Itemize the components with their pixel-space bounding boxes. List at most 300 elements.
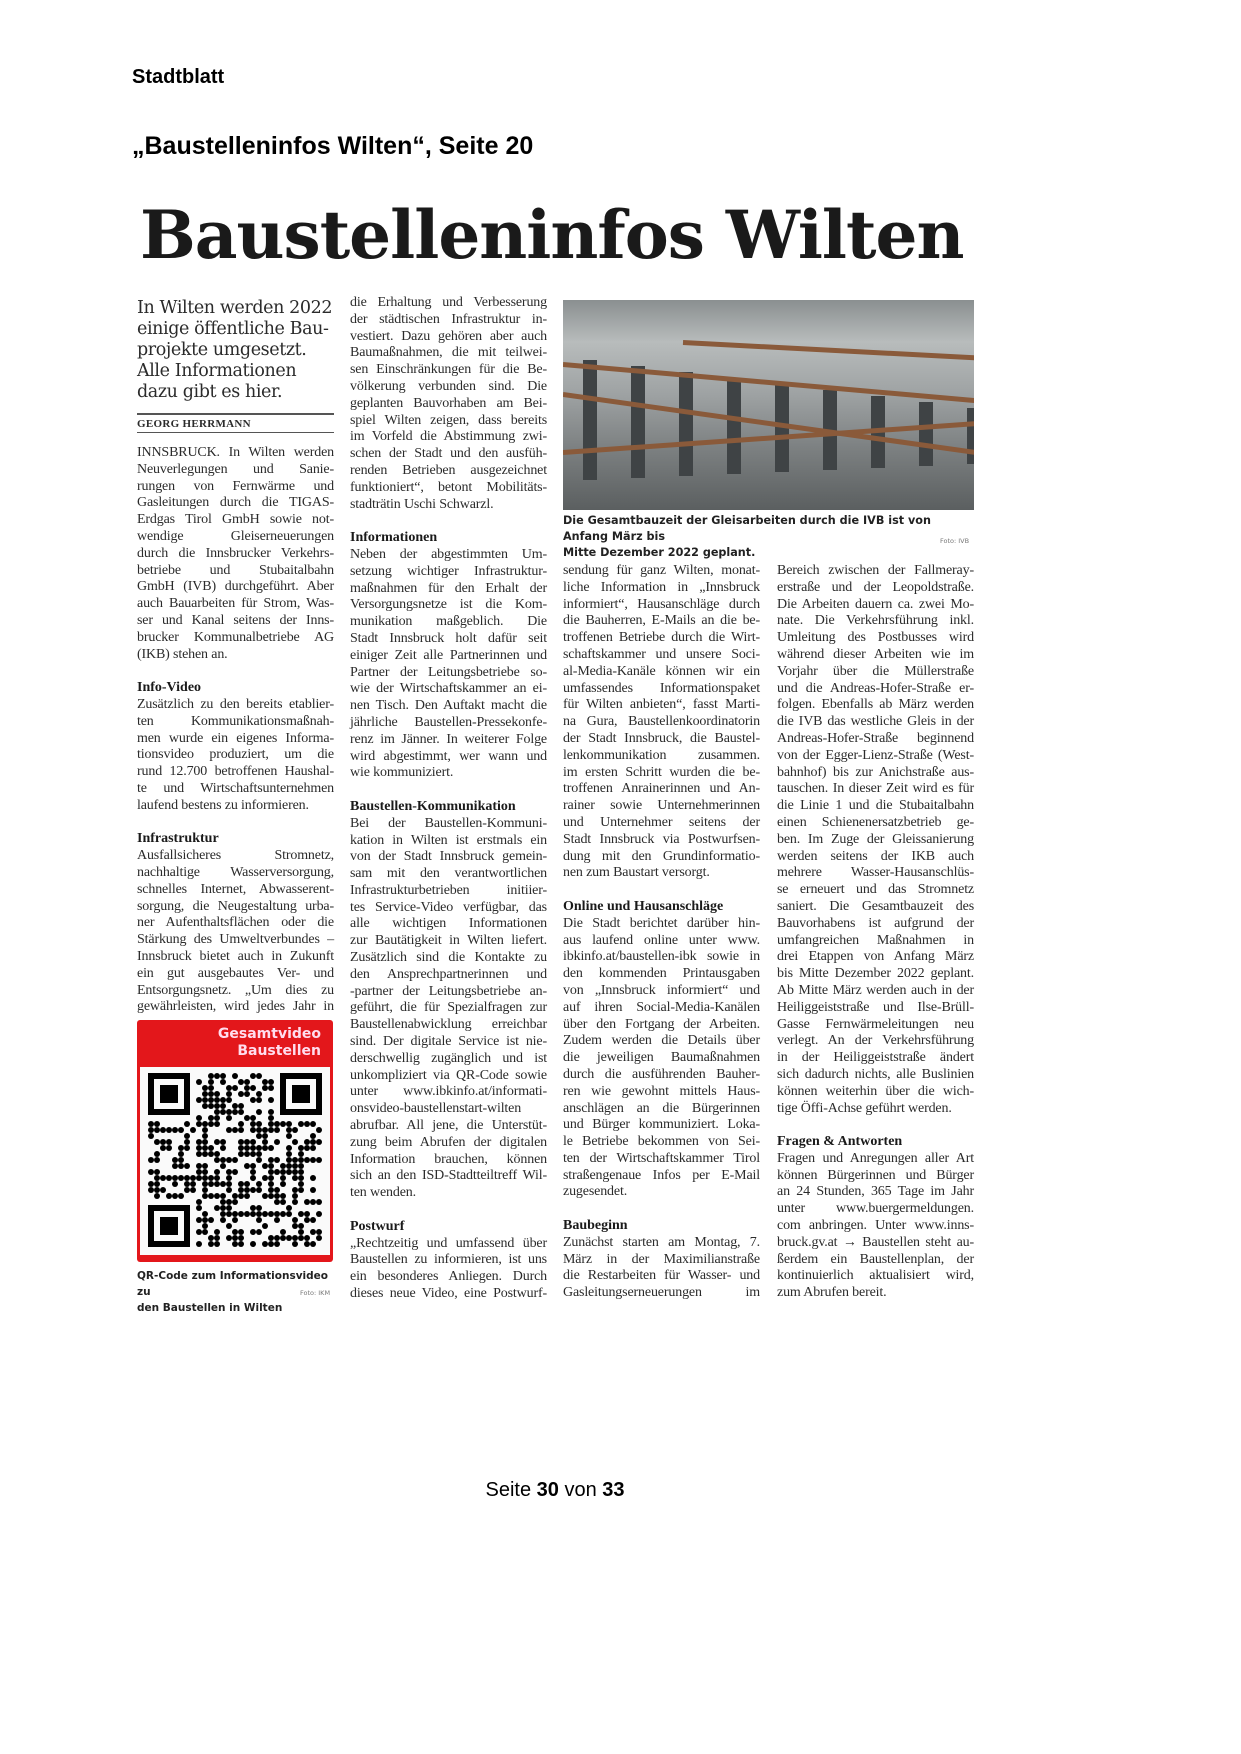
text-line: tige Öffi-Achse geführt werden.: [777, 1100, 952, 1116]
qr-module: [208, 1079, 214, 1085]
qr-module: [148, 1181, 154, 1187]
text-line: ser und Kanal seitens der Inns-: [137, 612, 334, 628]
photo-credit: Foto: IVB: [940, 537, 970, 545]
qr-module: [148, 1187, 154, 1193]
text-line: kontinuierlich aktualisiert wird,: [777, 1268, 974, 1284]
qr-module: [184, 1163, 190, 1169]
qr-module: [274, 1193, 280, 1199]
qr-module: [208, 1121, 214, 1127]
text-line: Innsbruck bietet auch in Zukunft: [137, 948, 334, 964]
qr-module: [172, 1163, 178, 1169]
qr-module: [256, 1091, 262, 1097]
text-line: die jeweiligen Baumaßnahmen: [563, 1050, 760, 1066]
text-line: schnelles Internet, Abwasserent-: [137, 881, 334, 897]
qr-module: [268, 1169, 274, 1175]
qr-module: [298, 1211, 304, 1217]
qr-module: [286, 1133, 292, 1139]
text-line: laufend bestens zu informieren.: [137, 797, 309, 813]
qr-module: [292, 1199, 298, 1205]
qr-module: [166, 1139, 172, 1145]
qr-code-icon[interactable]: [148, 1073, 322, 1247]
text-line: saniert. Die Gesamtbauzeit des: [777, 898, 974, 914]
text-line: Gasse Fernwärmeleitungen neu: [777, 1016, 974, 1032]
qr-module: [268, 1241, 274, 1247]
qr-module: [178, 1163, 184, 1169]
article-column-1: [137, 298, 334, 1016]
qr-module: [274, 1235, 280, 1241]
qr-module: [292, 1217, 298, 1223]
qr-module: [298, 1163, 304, 1169]
qr-module: [166, 1145, 172, 1151]
text-line: umfassendes Informationspaket: [563, 680, 760, 696]
qr-module: [154, 1157, 160, 1163]
text-line: Infrastrukturbetrieben initiier-: [350, 882, 547, 898]
qr-module: [250, 1229, 256, 1235]
qr-module: [226, 1205, 232, 1211]
qr-module: [286, 1151, 292, 1157]
qr-module: [256, 1145, 262, 1151]
text-line: Versorgungsnetze ist die Kom-: [350, 597, 547, 613]
text-line: ten Kommunikationsmaßnah-: [137, 713, 334, 729]
text-line: durch die Innsbrucker Verkehrs-: [137, 545, 334, 561]
qr-module: [202, 1145, 208, 1151]
column-body: [563, 563, 760, 1302]
qr-module: [154, 1181, 160, 1187]
text-line: alle wichtigen Informationen: [350, 916, 547, 932]
qr-module: [160, 1217, 178, 1235]
text-line: sen Einschränkungen für die Be-: [350, 362, 547, 378]
qr-module: [202, 1091, 208, 1097]
qr-module: [244, 1181, 250, 1187]
qr-module: [226, 1187, 232, 1193]
qr-module: [202, 1169, 208, 1175]
publication-name: Stadtblatt: [132, 66, 225, 88]
qr-module: [196, 1151, 202, 1157]
qr-module: [148, 1133, 154, 1139]
current-page: 30: [536, 1479, 559, 1501]
text-line: tauschen. In dieser Zeit wird es für: [777, 781, 974, 797]
intro-line: Alle Informationen: [137, 361, 297, 381]
qr-module: [220, 1163, 226, 1169]
text-line: Baustellenabwicklung erreichbar: [350, 1017, 547, 1033]
text-line: Neben der abgestimmten Um-: [350, 546, 547, 562]
text-line: te und Wirtschaftsunternehmen: [137, 780, 334, 796]
qr-module: [268, 1211, 274, 1217]
text-line: INNSBRUCK. In Wilten werden: [137, 445, 334, 460]
text-line: stadträtin Uschi Schwarzl.: [350, 496, 494, 512]
qr-module: [262, 1127, 268, 1133]
text-line: und die Andreas-Hofer-Straße er-: [777, 680, 974, 696]
text-line: men wurde ein eigenes Informa-: [137, 730, 334, 746]
text-line: zum Abrufen bereit.: [777, 1285, 887, 1301]
qr-module: [268, 1097, 274, 1103]
qr-module: [238, 1151, 244, 1157]
text-line: Gasleitungserneuerungen im: [563, 1285, 760, 1301]
text-line: Zunächst starten am Montag, 7.: [563, 1234, 760, 1250]
qr-module: [232, 1193, 238, 1199]
qr-module: [184, 1145, 190, 1151]
text-line: Gasleitungen durch die TIGAS-: [137, 495, 334, 511]
qr-module: [256, 1229, 262, 1235]
text-line: geführt, die für Spezialfragen zur: [350, 1000, 547, 1016]
text-line: sich an den ISD-Stadtteiltreff Wil-: [350, 1168, 547, 1184]
text-line: wird abgestimmt, wer wann und: [350, 748, 547, 764]
qr-module: [226, 1085, 232, 1091]
qr-module: [292, 1187, 298, 1193]
qr-module: [274, 1169, 280, 1175]
column-body: [350, 295, 547, 1303]
text-line: Bereich zwischen der Fallmeray-: [777, 563, 974, 578]
qr-module: [202, 1217, 208, 1223]
qr-module: [154, 1121, 160, 1127]
text-line: erstraße und der Leopoldstraße.: [777, 579, 974, 595]
qr-module: [244, 1211, 250, 1217]
qr-module: [244, 1187, 250, 1193]
qr-module: [262, 1175, 268, 1181]
qr-module: [160, 1139, 166, 1145]
text-line: geplanten Bauvorhaben am Bei-: [350, 395, 547, 411]
text-line: funktioniert“, betont Mobilitäts-: [350, 479, 547, 495]
rail-tie: [967, 408, 974, 464]
qr-module: [232, 1199, 238, 1205]
qr-module: [226, 1235, 232, 1241]
qr-module: [220, 1073, 226, 1079]
qr-module: [196, 1115, 202, 1121]
page-of-label: von: [558, 1479, 603, 1501]
qr-module: [250, 1085, 256, 1091]
qr-module: [208, 1103, 214, 1109]
column-body: [137, 445, 334, 1016]
qr-module: [238, 1127, 244, 1133]
qr-module: [148, 1127, 154, 1133]
qr-module: [250, 1073, 256, 1079]
text-line: jährliche Baustellen-Pressekonfe-: [350, 714, 547, 730]
rail-tie: [919, 402, 933, 466]
qr-module: [226, 1109, 232, 1115]
text-line: der Stadt Innsbruck, die Baustel-: [563, 730, 760, 746]
text-line: Entsorgungsnetz. „Um dies zu: [137, 982, 334, 998]
section-heading: Info-Video: [137, 680, 202, 696]
qr-module: [304, 1241, 310, 1247]
qr-credit: Foto: IKM: [300, 1289, 331, 1297]
qr-module: [292, 1235, 298, 1241]
qr-module: [196, 1079, 202, 1085]
qr-module: [268, 1235, 274, 1241]
qr-module: [226, 1223, 232, 1229]
text-line: setzung wichtiger Infrastruktur-: [350, 563, 547, 579]
qr-module: [232, 1217, 238, 1223]
qr-module: [214, 1103, 220, 1109]
text-line: an 24 Stunden, 365 Tage im Jahr: [777, 1184, 974, 1200]
qr-module: [268, 1157, 274, 1163]
qr-module: [232, 1229, 238, 1235]
qr-module: [214, 1157, 220, 1163]
text-line: völkerung verbunden sind. Die: [350, 378, 547, 394]
text-line: bruck.gv.at → Baustellen steht au-: [777, 1234, 974, 1250]
qr-module: [214, 1139, 220, 1145]
text-line: zugesendet.: [563, 1184, 628, 1200]
text-line: März in der Maximilianstraße: [563, 1251, 760, 1267]
rail-tie: [583, 360, 597, 480]
qr-module: [250, 1241, 256, 1247]
text-line: den kommenden Printausgaben: [563, 966, 760, 982]
qr-module: [196, 1217, 202, 1223]
qr-module: [250, 1121, 256, 1127]
qr-module: [304, 1217, 310, 1223]
qr-module: [184, 1121, 190, 1127]
section-heading: Fragen & Antworten: [777, 1134, 903, 1150]
text-line: Stadt Innsbruck via Postwurfsen-: [563, 831, 760, 847]
qr-module: [256, 1151, 262, 1157]
qr-module: [202, 1229, 208, 1235]
text-line: „Rechtzeitig und umfassend über: [350, 1235, 547, 1251]
text-line: sendung für ganz Wilten, monat-: [563, 563, 760, 578]
qr-module: [268, 1127, 274, 1133]
text-line: onsvideo-baustellenstart-wilten: [350, 1101, 522, 1117]
rail-tie: [679, 372, 693, 476]
text-line: Umleitung des Postbusses wird: [777, 630, 974, 646]
qr-module: [208, 1085, 214, 1091]
qr-module: [208, 1151, 214, 1157]
qr-module: [256, 1187, 262, 1193]
qr-module: [298, 1121, 304, 1127]
text-line: folgen. Ebenfalls ab März werden: [777, 697, 974, 713]
text-line: na Gura, Baustellenkoordinatorin: [563, 714, 760, 730]
qr-module: [196, 1175, 202, 1181]
text-line: informiert“, Hausanschläge durch: [563, 596, 760, 612]
text-line: einiger Zeit alle Partnerinnen und: [350, 647, 547, 663]
qr-module: [238, 1187, 244, 1193]
qr-module: [148, 1169, 154, 1175]
qr-module: [262, 1163, 268, 1169]
text-line: umfangreichen Maßnahmen in: [777, 932, 974, 948]
qr-module: [184, 1181, 190, 1187]
qr-module: [244, 1091, 250, 1097]
qr-module: [178, 1157, 184, 1163]
section-heading: Baubeginn: [563, 1218, 628, 1234]
text-line: im Vorfeld die Abstimmung zwi-: [350, 429, 547, 445]
qr-module: [250, 1151, 256, 1157]
qr-module: [208, 1193, 214, 1199]
qr-module: [262, 1223, 268, 1229]
section-heading: Infrastruktur: [137, 831, 219, 847]
qr-module: [244, 1145, 250, 1151]
section-gap: [350, 1202, 547, 1219]
text-line: spiel Wilten zeigen, dass bereits: [350, 412, 547, 428]
qr-module: [196, 1163, 202, 1169]
text-line: brucker Kommunalbetriebe AG: [137, 629, 334, 645]
qr-module: [250, 1097, 256, 1103]
qr-module: [250, 1115, 256, 1121]
text-line: ein besonderes Anliegen. Durch: [350, 1269, 547, 1285]
text-line: den Ansprechpartnerinnen und: [350, 966, 547, 982]
qr-module: [160, 1175, 166, 1181]
qr-module: [310, 1217, 316, 1223]
section-gap: [563, 1201, 760, 1218]
qr-module: [208, 1145, 214, 1151]
total-pages: 33: [602, 1479, 625, 1501]
text-line: Ausfallsicheres Stromnetz,: [137, 848, 334, 864]
text-line: nate. Die Verkehrsführung inkl.: [777, 613, 974, 629]
section-gap: [137, 663, 334, 680]
text-line: bahnhof) bis zur Anichstraße aus-: [777, 764, 974, 780]
qr-module: [280, 1163, 286, 1169]
qr-module: [166, 1175, 172, 1181]
qr-module: [154, 1193, 160, 1199]
qr-module: [298, 1175, 304, 1181]
qr-module: [232, 1157, 238, 1163]
page-number: [0, 1479, 1110, 1502]
qr-module: [214, 1241, 220, 1247]
qr-module: [310, 1187, 316, 1193]
qr-module: [292, 1175, 298, 1181]
article-intro: [137, 298, 334, 403]
text-line: einen Schienenersatzbetrieb ge-: [777, 814, 974, 830]
qr-module: [220, 1079, 226, 1085]
qr-module: [310, 1133, 316, 1139]
text-line: troffenen Anrainerinnen und An-: [563, 781, 760, 797]
qr-module: [262, 1085, 268, 1091]
text-line: Neuverlegungen und Sanie-: [137, 461, 334, 477]
text-line: während dieser Arbeiten wie im: [777, 646, 974, 662]
qr-module: [166, 1193, 172, 1199]
text-line: werden seitens der IKB auch: [777, 848, 974, 864]
qr-module: [250, 1211, 256, 1217]
text-line: straßengenaue Infos per E-Mail: [563, 1167, 760, 1183]
qr-module: [286, 1211, 292, 1217]
qr-module: [208, 1175, 214, 1181]
qr-module: [310, 1199, 316, 1205]
qr-module: [280, 1199, 286, 1205]
qr-module: [256, 1181, 262, 1187]
text-line: Partner der Leitungsbetriebe so-: [350, 664, 547, 680]
qr-module: [244, 1079, 250, 1085]
qr-module: [238, 1139, 244, 1145]
qr-module: [196, 1145, 202, 1151]
qr-module: [286, 1169, 292, 1175]
column-body: [777, 563, 974, 1302]
text-line: tionsvideo produziert, um die: [137, 747, 334, 763]
qr-module: [298, 1157, 304, 1163]
text-line: der städtischen Infrastruktur in-: [350, 311, 547, 327]
qr-module: [286, 1121, 292, 1127]
qr-module: [208, 1241, 214, 1247]
qr-module: [280, 1181, 286, 1187]
qr-module: [316, 1211, 322, 1217]
text-line: betriebe und Stubaitalbahn: [137, 562, 334, 578]
qr-module: [292, 1163, 298, 1169]
qr-module: [220, 1193, 226, 1199]
text-line: rund 12.700 betroffenen Haushal-: [137, 764, 334, 780]
qr-module: [250, 1169, 256, 1175]
text-line: GmbH (IVB) durchgeführt. Aber: [137, 579, 334, 595]
text-line: ren wie gewohnt mittels Haus-: [563, 1083, 760, 1099]
text-line: (IKB) stehen an.: [137, 646, 228, 662]
qr-module: [262, 1139, 268, 1145]
article-title: Baustelleninfos Wilten: [140, 196, 964, 274]
text-line: von der Egger-Lienz-Straße (West-: [777, 747, 974, 763]
qr-module: [262, 1211, 268, 1217]
qr-module: [226, 1091, 232, 1097]
article-column-3: [563, 563, 760, 1302]
text-line: die Restarbeiten für Wasser- und: [563, 1268, 760, 1284]
qr-module: [184, 1133, 190, 1139]
text-line: schen der Stadt und den ausfüh-: [350, 446, 547, 462]
qr-module: [274, 1211, 280, 1217]
text-line: nen zum Baustart versorgt.: [563, 865, 710, 881]
qr-module: [202, 1127, 208, 1133]
qr-module: [304, 1235, 310, 1241]
text-line: die Erhaltung und Verbesserung: [350, 295, 547, 310]
text-line: le Betriebe bekommen von Sei-: [563, 1134, 760, 1150]
qr-module: [208, 1091, 214, 1097]
text-line: und Bürger kommuniziert. Loka-: [563, 1117, 760, 1133]
text-line: Vorjahr über die Müllerstraße: [777, 663, 974, 679]
text-line: sam mit den verantwortlichen: [350, 866, 547, 882]
text-line: al-Media-Kanäle können wir ein: [563, 663, 760, 679]
qr-module: [238, 1103, 244, 1109]
qr-module: [238, 1229, 244, 1235]
qr-module: [196, 1139, 202, 1145]
qr-module: [220, 1205, 226, 1211]
text-line: gewährleisten, wird jedes Jahr in: [137, 999, 334, 1015]
qr-module: [274, 1217, 280, 1223]
qr-module: [298, 1169, 304, 1175]
qr-module: [226, 1169, 232, 1175]
qr-module: [202, 1097, 208, 1103]
qr-module: [226, 1157, 232, 1163]
text-line: für Wilten anbieten“, fasst Marti-: [563, 697, 760, 713]
qr-module: [208, 1181, 214, 1187]
qr-module: [214, 1175, 220, 1181]
qr-module: [214, 1151, 220, 1157]
text-line: Zusätzlich zu den bereits etablier-: [137, 696, 334, 712]
rail: [683, 340, 974, 361]
section-gap: [350, 513, 547, 530]
qr-module: [268, 1163, 274, 1169]
qr-module: [202, 1187, 208, 1193]
qr-module: [160, 1145, 166, 1151]
qr-module: [268, 1085, 274, 1091]
qr-module: [274, 1157, 280, 1163]
qr-module: [298, 1229, 304, 1235]
section-gap: [777, 1117, 974, 1134]
qr-module: [184, 1187, 190, 1193]
qr-module: [250, 1187, 256, 1193]
text-line: wendige Gleiserneuerungen: [137, 528, 334, 544]
text-line: die Bauherren, E-Mails an die be-: [563, 613, 760, 629]
rail: [563, 362, 974, 405]
qr-module: [220, 1217, 226, 1223]
qr-module: [268, 1121, 274, 1127]
intro-line: In Wilten werden 2022: [137, 298, 333, 318]
qr-module: [268, 1115, 274, 1121]
text-line: mehrere Wasser-Hausanschlüs-: [777, 865, 974, 881]
qr-module: [262, 1145, 268, 1151]
text-line: kation in Wilten ist erstmals ein: [350, 832, 547, 848]
qr-module: [244, 1163, 250, 1169]
section-heading: Postwurf: [350, 1218, 405, 1234]
text-line: die IVB das westliche Gleis in der: [777, 714, 974, 730]
qr-module: [214, 1235, 220, 1241]
qr-module: [214, 1181, 220, 1187]
qr-module: [208, 1073, 214, 1079]
qr-module: [220, 1139, 226, 1145]
qr-module: [310, 1229, 316, 1235]
text-line: die Linie 1 und die Stubaitalbahn: [777, 798, 974, 814]
text-line: Die Stadt berichtet darüber hin-: [563, 915, 760, 931]
qr-module: [304, 1145, 310, 1151]
